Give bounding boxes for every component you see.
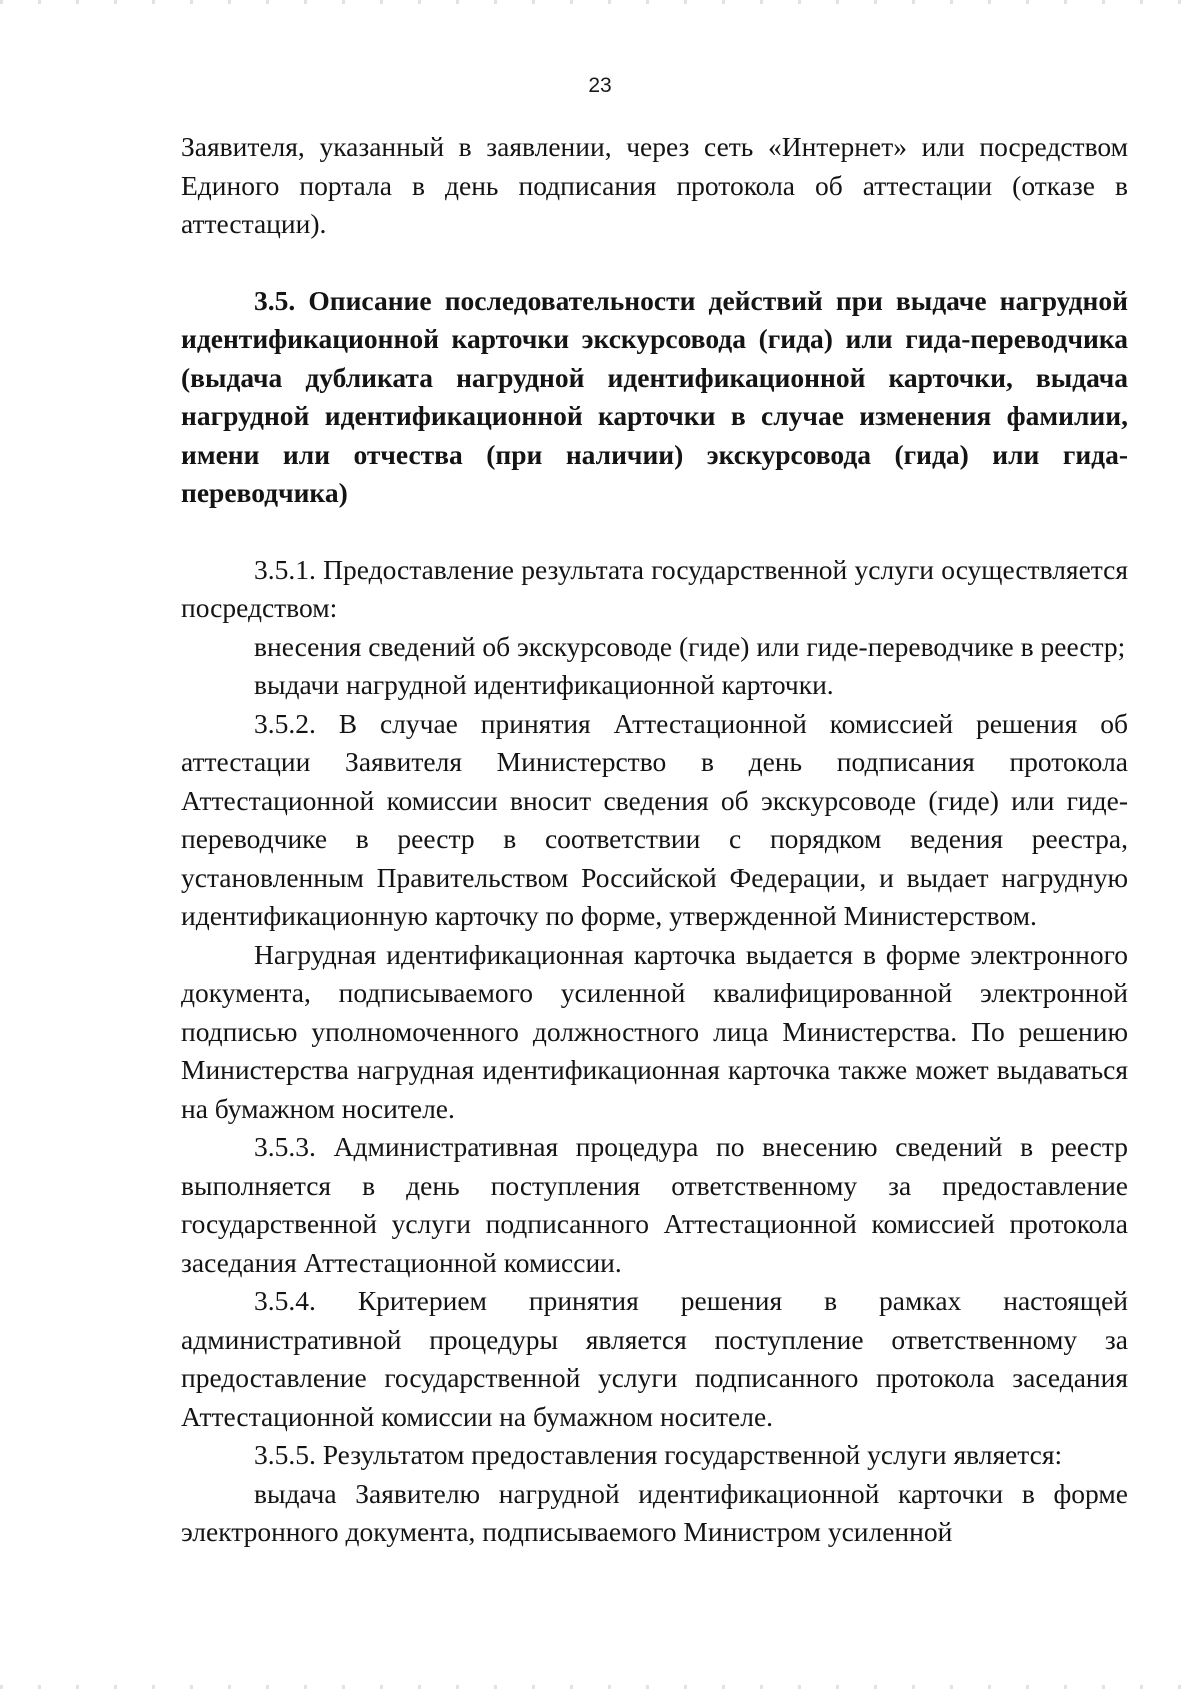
paragraph-item-card: выдачи нагрудной идентификационной карточки.: [254, 669, 834, 700]
scan-edge-top: [0, 0, 1200, 4]
paragraph-3-5-4: 3.5.4. Критерием принятия решения в рамках настоящей административной процедуры является поступление ответственному за предоставление государственной услуги подписанного протокола заседания Аттестационной комиссии на бумажном носителе.: [181, 1285, 1128, 1432]
scan-edge-bottom: [0, 1685, 1200, 1689]
paragraph-result-item: выдача Заявителю нагрудной идентификационной карточки в форме электронного документа, подписываемого Министром усиленной: [181, 1477, 1128, 1547]
paragraph-card-form: Нагрудная идентификационная карточка выдается в форме электронного документа, подписываемого усиленной квалифицированной электронной подписью уполномоченного должностного лица Министерства. По решению Министерства нагрудная идентификационная карточка также может выдаваться на бумажном носителе.: [181, 938, 1128, 1124]
paragraph-3-5-1: 3.5.1. Предоставление результата государственной услуги осуществляется посредством:: [181, 553, 1128, 623]
paragraph-continuation: Заявителя, указанный в заявлении, через сеть «Интернет» или посредством Единого портала в день подписания протокола об аттестации (отказе в аттестации).: [181, 131, 1128, 239]
paragraph-3-5-5: 3.5.5. Результатом предоставления государственной услуги является:: [254, 1439, 1063, 1470]
paragraph-3-5-3: 3.5.3. Административная процедура по внесению сведений в реестр выполняется в день поступления ответственному за предоставление государственной услуги подписанного Аттестационной комиссией протокола заседания Аттестационной комиссии.: [181, 1131, 1128, 1278]
section-heading: 3.5. Описание последовательности действий при выдаче нагрудной идентификационной карточки экскурсовода (гида) или гида-переводчика (выдача дубликата нагрудной идентификационной карточки, выдача нагрудной идентификационной карточки в случае изменения фамилии, имени или отчества (при наличии) экскурсовода (гида) или гида-переводчика): [181, 284, 1128, 508]
document-body: [181, 128, 1128, 1552]
paragraph-item-registry: внесения сведений об экскурсоводе (гиде) или гиде-переводчике в реестр;: [254, 630, 1126, 662]
page-number: 23: [588, 74, 612, 97]
paragraph-3-5-2: 3.5.2. В случае принятия Аттестационной комиссией решения об аттестации Заявителя Министерство в день подписания протокола Аттестационной комиссии вносит сведения об экскурсоводе (гиде) или гиде-переводчике в реестр в соответствии с порядком ведения реестра, установленным Правительством Российской Федерации, и выдает нагрудную идентификационную карточку по форме, утвержденной Министерством.: [181, 707, 1128, 931]
